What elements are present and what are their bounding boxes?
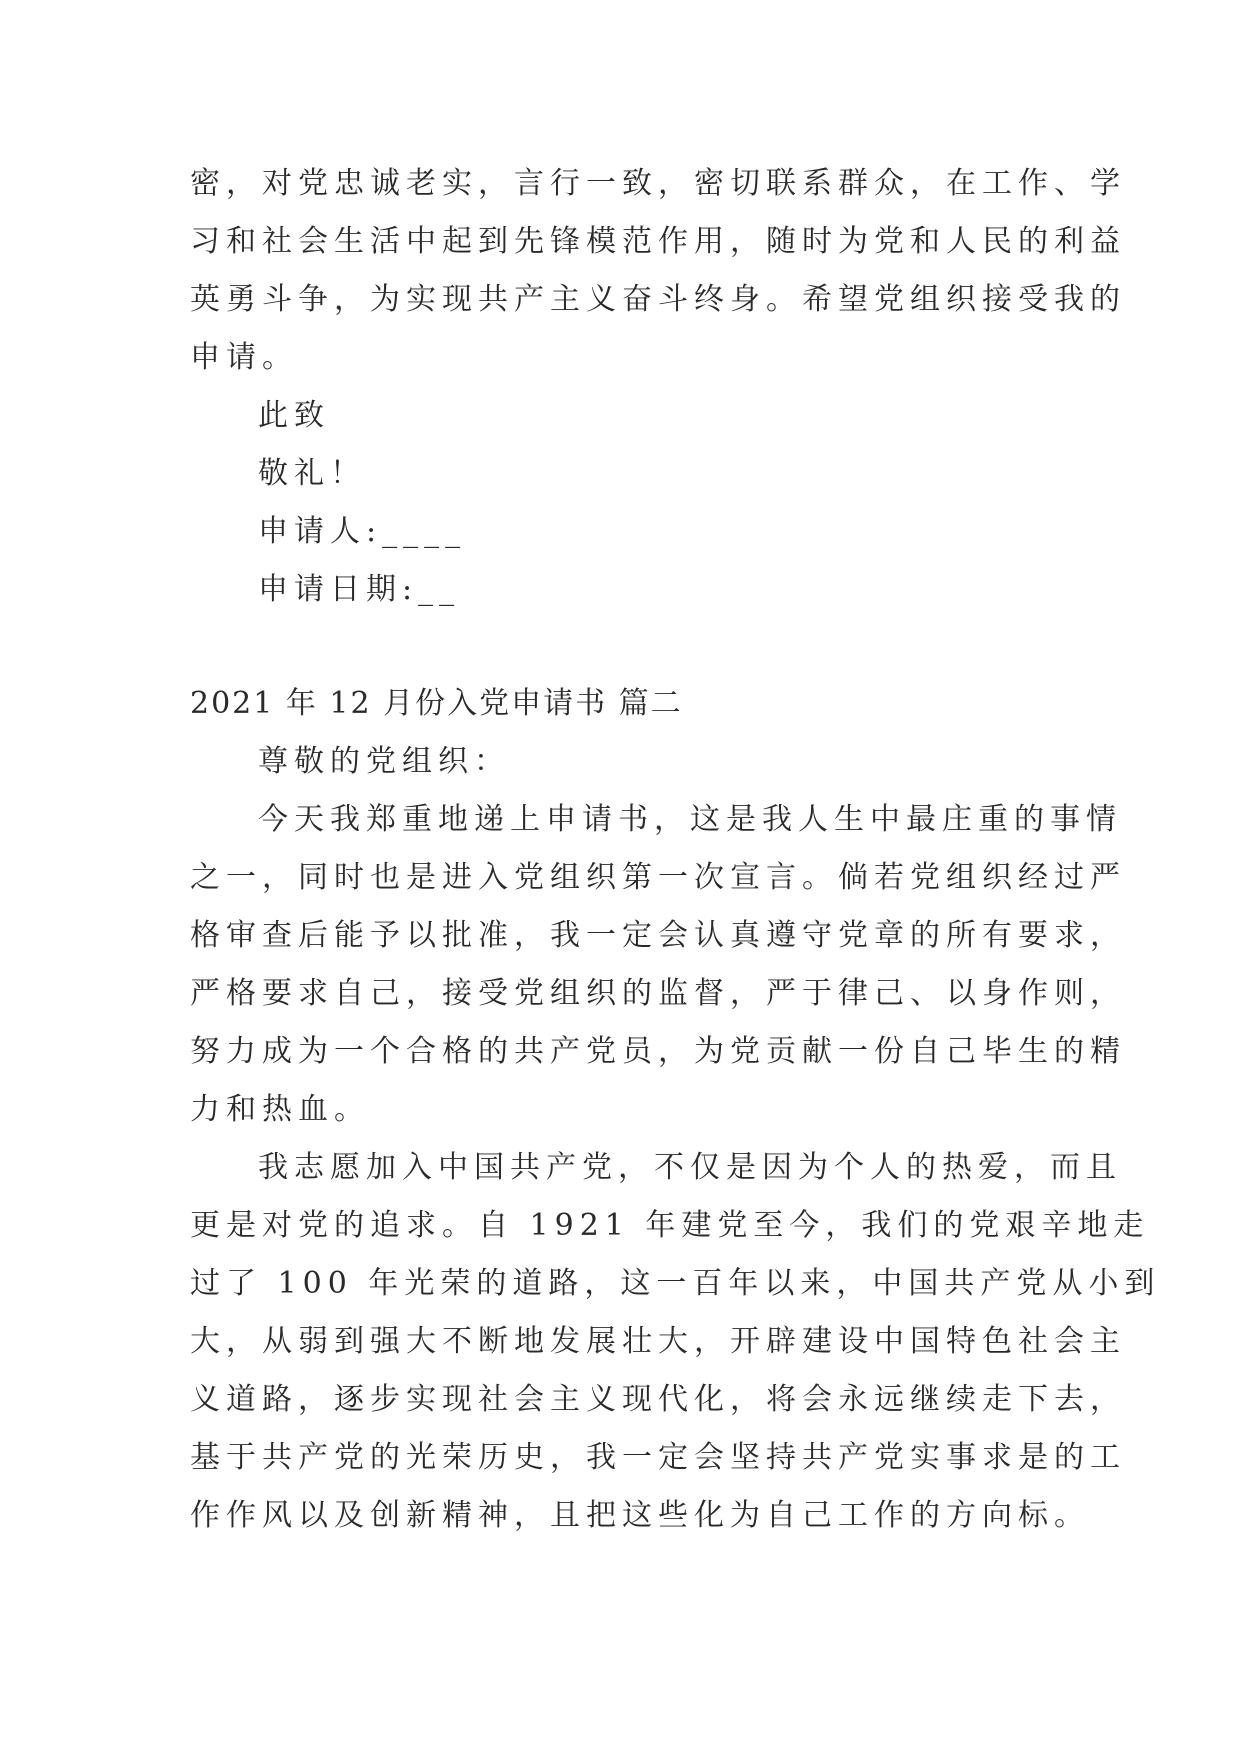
paragraph-line: 英勇斗争，为实现共产主义奋斗终身。希望党组织接受我的 xyxy=(190,282,1126,317)
paragraph-line: 严格要求自己，接受党组织的监督，严于律己、以身作则， xyxy=(190,976,1126,1011)
paragraph-line: 努力成为一个合格的共产党员，为党贡献一份自己毕生的精 xyxy=(190,1034,1126,1069)
paragraph-line: 力和热血。 xyxy=(190,1092,370,1127)
section-heading: 2021 年 12 月份入党申请书 篇二 xyxy=(190,686,683,721)
paragraph-line: 更是对党的追求。自 1921 年建党至今，我们的党艰辛地走 xyxy=(190,1208,1150,1243)
paragraph-line: 今天我郑重地递上申请书，这是我人生中最庄重的事情 xyxy=(258,802,1122,837)
paragraph-line: 基于共产党的光荣历史，我一定会坚持共产党实事求是的工 xyxy=(190,1440,1126,1475)
paragraph-line: 大，从弱到强大不断地发展壮大，开辟建设中国特色社会主 xyxy=(190,1324,1126,1359)
paragraph-line: 习和社会生活中起到先锋模范作用，随时为党和人民的利益 xyxy=(190,224,1126,259)
application-date-field: 申请日期:__ xyxy=(258,572,461,607)
paragraph-line: 格审查后能予以批准，我一定会认真遵守党章的所有要求， xyxy=(190,918,1126,953)
applicant-field: 申请人:____ xyxy=(258,514,467,549)
paragraph-line: 我志愿加入中国共产党，不仅是因为个人的热爱，而且 xyxy=(258,1150,1122,1185)
paragraph-line: 过了 100 年光荣的道路，这一百年以来，中国共产党从小到 xyxy=(190,1266,1161,1301)
greeting: 尊敬的党组织： xyxy=(258,744,510,779)
paragraph-line: 义道路，逐步实现社会主义现代化，将会永远继续走下去， xyxy=(190,1382,1126,1417)
paragraph-line: 之一，同时也是进入党组织第一次宣言。倘若党组织经过严 xyxy=(190,860,1126,895)
closing-regards: 敬礼！ xyxy=(258,456,366,491)
closing-salutation: 此致 xyxy=(258,398,330,433)
paragraph-line: 密，对党忠诚老实，言行一致，密切联系群众，在工作、学 xyxy=(190,166,1126,201)
paragraph-line: 申请。 xyxy=(190,340,298,375)
paragraph-line: 作作风以及创新精神，且把这些化为自己工作的方向标。 xyxy=(190,1498,1090,1533)
